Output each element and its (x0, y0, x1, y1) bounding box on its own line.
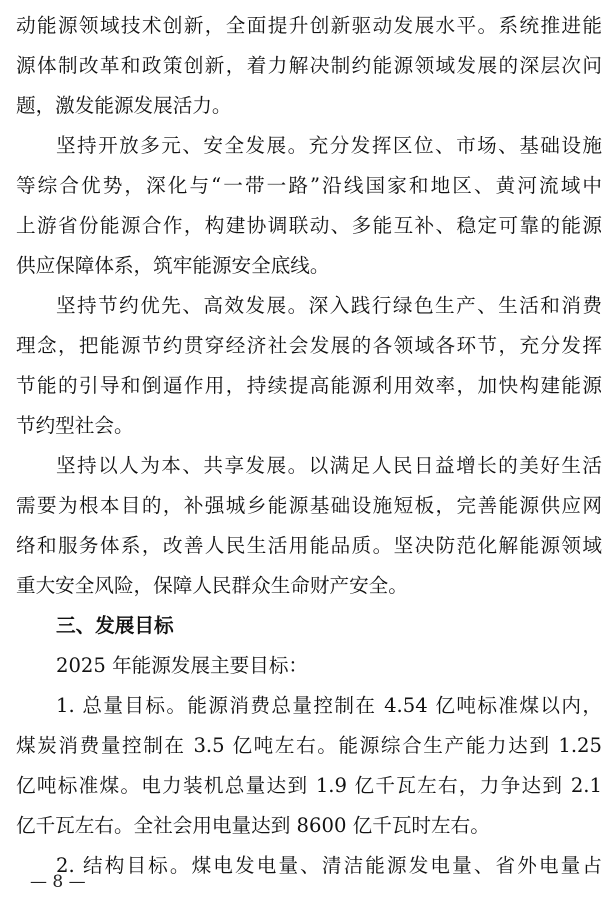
text-line: 坚持以人为本、共享发展。以满足人民日益增长的美好生活 (56, 454, 602, 477)
text-line: 理念，把能源节约贯穿经济社会发展的各领域各环节，充分发挥 (16, 334, 602, 357)
text-line: 坚持节约优先、高效发展。深入践行绿色生产、生活和消费 (56, 294, 602, 317)
text-line: 上游省份能源合作，构建协调联动、多能互补、稳定可靠的能源 (16, 214, 602, 237)
text-line: 1. 总量目标。能源消费总量控制在 4.54 亿吨标准煤以内， (56, 694, 602, 717)
page-number: — 8 — (30, 872, 86, 892)
text-line: 2. 结构目标。煤电发电量、清洁能源发电量、省外电量占 (56, 854, 602, 877)
text-line: 坚持开放多元、安全发展。充分发挥区位、市场、基础设施 (56, 134, 602, 157)
section-heading: 三、发展目标 (56, 614, 174, 637)
text-line: 供应保障体系，筑牢能源安全底线。 (16, 254, 330, 277)
text-line: 煤炭消费量控制在 3.5 亿吨左右。能源综合生产能力达到 1.25 (16, 734, 602, 757)
document-body (16, 6, 602, 886)
text-line: 亿吨标准煤。电力装机总量达到 1.9 亿千瓦左右，力争达到 2.1 (16, 774, 602, 797)
text-line: 题，激发能源发展活力。 (16, 94, 232, 117)
text-line: 节约型社会。 (16, 414, 134, 437)
text-line: 需要为根本目的，补强城乡能源基础设施短板，完善能源供应网 (16, 494, 602, 517)
text-line: 亿千瓦左右。全社会用电量达到 8600 亿千瓦时左右。 (16, 814, 490, 837)
text-line: 源体制改革和政策创新，着力解决制约能源领域发展的深层次问 (16, 54, 602, 77)
text-line: 络和服务体系，改善人民生活用能品质。坚决防范化解能源领域 (16, 534, 602, 557)
text-line: 2025 年能源发展主要目标： (56, 654, 309, 677)
text-line: 节能的引导和倒逼作用，持续提高能源利用效率，加快构建能源 (16, 374, 602, 397)
text-line: 动能源领域技术创新，全面提升创新驱动发展水平。系统推进能 (16, 14, 602, 37)
text-line: 重大安全风险，保障人民群众生命财产安全。 (16, 574, 408, 597)
text-line: 等综合优势，深化与“一带一路”沿线国家和地区、黄河流域中 (16, 174, 602, 197)
